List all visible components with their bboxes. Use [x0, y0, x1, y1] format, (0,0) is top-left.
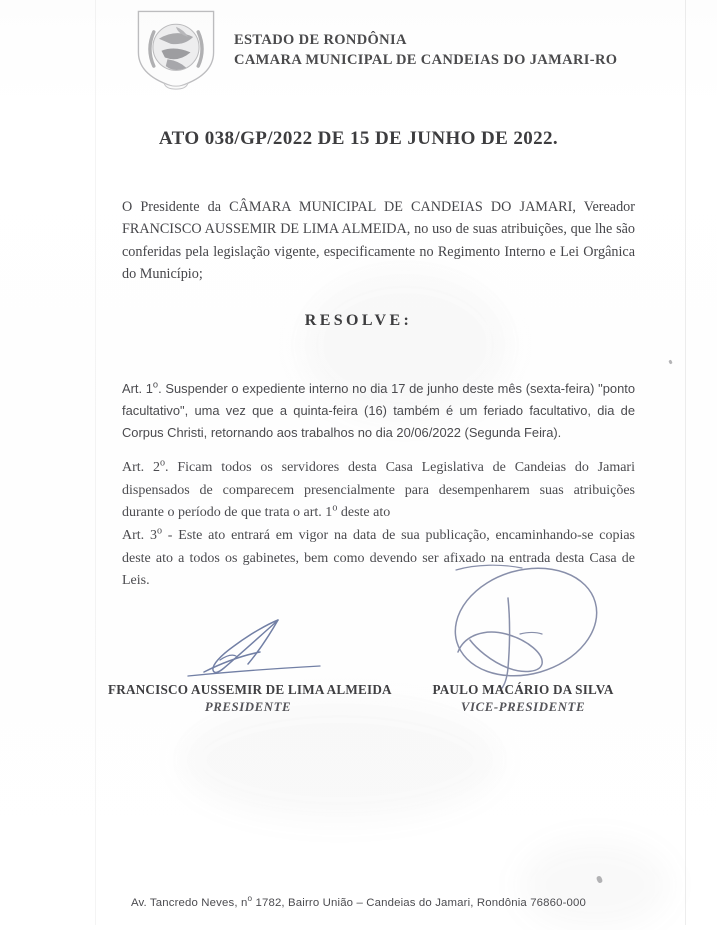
document-header [0, 8, 717, 90]
org-line-council: CAMARA MUNICIPAL DE CANDEIAS DO JAMARI-RO [234, 52, 618, 68]
document-title: ATO 038/GP/2022 DE 15 DE JUNHO DE 2022. [158, 128, 559, 149]
article-3-label: Art. 3$^o$ - [122, 525, 173, 543]
article-1-block [122, 378, 635, 445]
article-2-block [122, 457, 635, 525]
signature-role-vice-president: VICE-PRESIDENTE [460, 700, 586, 714]
org-line-state: ESTADO DE RONDÔNIA [234, 32, 407, 48]
handwritten-signature-president [108, 560, 388, 690]
article-2-text: Ficam todos os servidores desta Casa Legislativa de Candeias do Jamari dispensados de comparecem presencialmente para desempenharem suas atribuições durante o período de que trata o art. 1$^o$ deste ato [122, 460, 635, 521]
article-3-text: Este ato entrará em vigor na data de sua publicação, encaminhando-se copias deste ato a todos os gabinetes, bem como devendo ser afixado na entrada desta Casa de Leis. [122, 528, 636, 589]
resolve-heading: RESOLVE: [304, 312, 413, 329]
organization-heading [234, 30, 617, 70]
article-2-paragraph [122, 457, 635, 525]
article-1-label: Art. 1$^o$. [122, 379, 162, 396]
article-2-label: Art. 2$^o$. [122, 457, 169, 475]
document-footer-address: Av. Tancredo Neves, $n^o$ 1782, Bairro União – Candeias do Jamari, Rondônia 76860-000 [130, 894, 587, 909]
preamble-block [122, 196, 635, 286]
article-1-text: Suspender o expediente interno no dia 17 de junho deste mês (sexta-feira) "ponto facultativo", uma vez que a quinta-feira (16) também é um feriado facultativo, dia de Corpus Christi, retornando aos trabalhos no dia 20/06/2022 (Segunda Feira). [122, 381, 635, 441]
coat-of-arms-shield-icon [132, 8, 220, 90]
signature-name-president: FRANCISCO AUSSEMIR DE LIMA ALMEIDA [108, 682, 392, 697]
signature-area [0, 560, 717, 720]
article-1-paragraph [122, 378, 635, 445]
signature-name-vice-president: PAULO MACÁRIO DA SILVA [432, 682, 614, 697]
signature-role-president: PRESIDENTE [204, 700, 292, 714]
preamble-paragraph: O Presidente da CÂMARA MUNICIPAL DE CANDEIAS DO JAMARI, Vereador FRANCISCO AUSSEMIR DE LIMA ALMEIDA, no uso de suas atribuições, que lhe são conferidas pela legislação vigente, especificamente no Regimento Interno e Lei Orgânica do Município; [122, 199, 635, 283]
handwritten-signature-vice-president [398, 560, 648, 690]
